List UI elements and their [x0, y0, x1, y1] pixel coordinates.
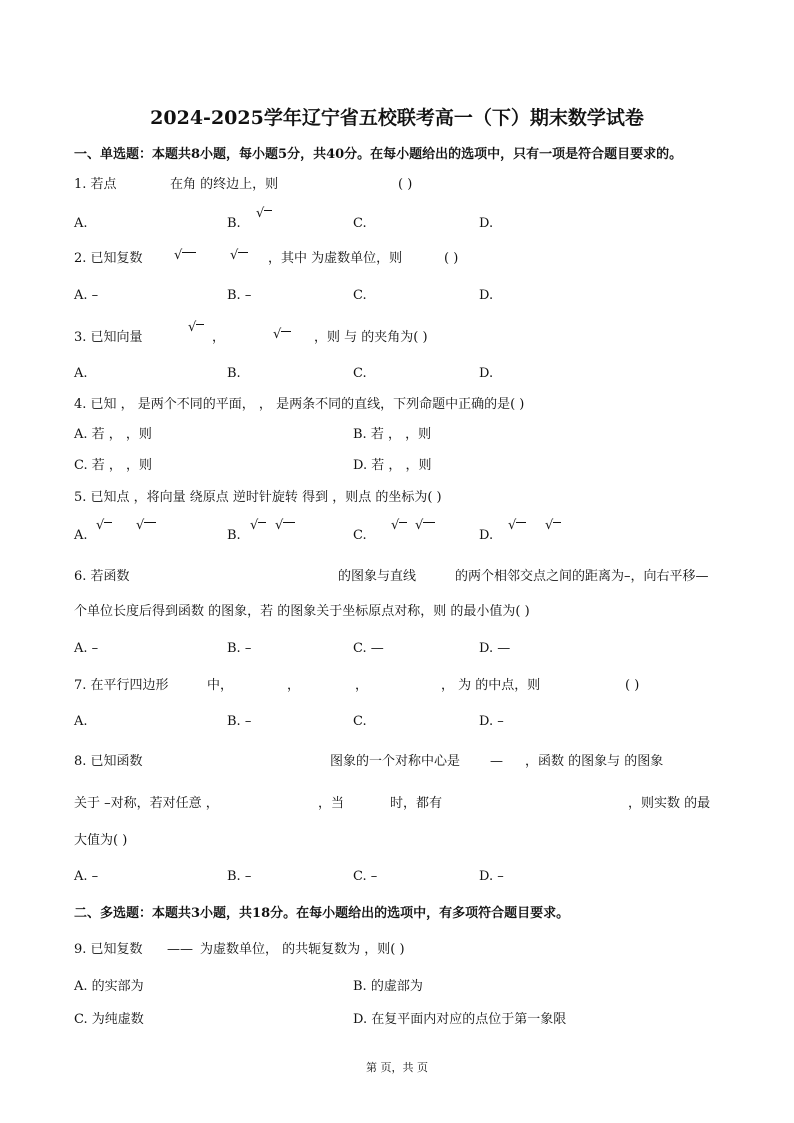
question-3-option-a[interactable]: A.: [74, 366, 88, 381]
question-7-stem-b: 中，: [207, 678, 234, 693]
question-4-option-b[interactable]: B. 若 ， ，则: [353, 427, 432, 442]
question-7-stem-c: ，: [287, 678, 301, 693]
question-5-option-b[interactable]: B.: [227, 528, 241, 543]
question-8-line-2-mid: ，当: [318, 796, 345, 811]
question-7-stem-d: ，: [355, 678, 369, 693]
question-5-option-d[interactable]: D.: [479, 528, 494, 543]
sqrt-fraction-glyph: [545, 520, 561, 536]
question-9-option-c[interactable]: C. 为纯虚数: [74, 1012, 144, 1027]
sqrt-fraction-glyph: [96, 520, 112, 536]
question-6-option-a[interactable]: A. –: [74, 641, 99, 656]
question-3-option-c[interactable]: C.: [353, 366, 367, 381]
sqrt-fraction-glyph: [391, 520, 407, 536]
question-4-stem: 4. 已知 ， 是两个不同的平面， ， 是两条不同的直线，下列命题中正确的是( ): [74, 397, 525, 412]
question-5-stem: 5. 已知点 ，将向量 绕原点 逆时针旋转 得到 ，则点 的坐标为( ): [74, 490, 442, 505]
sqrt-glyph: [273, 329, 291, 345]
question-7-answer-paren: ( ): [625, 678, 640, 693]
question-1-option-c[interactable]: C.: [353, 216, 367, 231]
question-4-option-c[interactable]: C. 若 ， ，则: [74, 458, 153, 473]
question-8-option-d[interactable]: D. –: [479, 869, 504, 884]
question-7-option-b[interactable]: B. –: [227, 714, 252, 729]
question-1-option-b[interactable]: B.: [227, 216, 241, 231]
question-8-line-1-frac: —: [490, 754, 503, 769]
question-6-line-1-start: 6. 若函数: [74, 569, 130, 584]
page-title: 2024-2025学年辽宁省五校联考高一（下）期末数学试卷: [150, 107, 644, 129]
question-9-stem-end: 为虚数单位， 的共轭复数为 ，则( ): [200, 942, 405, 957]
question-3-option-b[interactable]: B.: [227, 366, 241, 381]
sqrt-fraction-glyph: [136, 520, 156, 536]
question-4-option-a[interactable]: A. 若 ， ，则: [74, 427, 152, 442]
question-5-option-a[interactable]: A.: [74, 528, 88, 543]
question-3-stem-end: ，则 与 的夹角为( ): [314, 330, 428, 345]
question-5-option-c[interactable]: C.: [353, 528, 367, 543]
question-1-stem-start: 1. 若点: [74, 177, 117, 192]
sqrt-fraction-glyph: [188, 322, 204, 338]
question-8-line-1-start: 8. 已知函数: [74, 754, 143, 769]
question-6-option-b[interactable]: B. –: [227, 641, 252, 656]
question-8-option-b[interactable]: B. –: [227, 869, 252, 884]
question-2-option-c[interactable]: C.: [353, 288, 367, 303]
question-3-stem-start: 3. 已知向量: [74, 330, 143, 345]
question-2-option-b[interactable]: B. –: [227, 288, 252, 303]
sqrt-fraction-glyph: [256, 208, 272, 224]
question-2-stem-start: 2. 已知复数: [74, 251, 143, 266]
question-6-line-2: 个单位长度后得到函数 的图象，若 的图象关于坐标原点对称，则 的最小值为( ): [74, 604, 530, 619]
sqrt-glyph: [174, 250, 196, 266]
question-7-stem-e: ， 为 的中点，则: [441, 678, 541, 693]
question-3-option-d[interactable]: D.: [479, 366, 494, 381]
question-7-stem-start: 7. 在平行四边形: [74, 678, 169, 693]
question-8-line-2-end: ，则实数 的最: [628, 796, 711, 811]
section-heading-multiple-choice: 二、多选题：本题共3小题，共18分。在每小题给出的选项中，有多项符合题目要求。: [74, 906, 570, 921]
question-9-option-b[interactable]: B. 的虚部为: [353, 979, 423, 994]
question-1-option-a[interactable]: A.: [74, 216, 88, 231]
question-9-option-d[interactable]: D. 在复平面内对应的点位于第一象限: [353, 1012, 567, 1027]
question-4-option-d[interactable]: D. 若 ， ，则: [353, 458, 432, 473]
question-8-line-1-end: ，函数 的图象与 的图象: [525, 754, 664, 769]
sqrt-fraction-glyph: [508, 520, 526, 536]
question-1-option-d[interactable]: D.: [479, 216, 494, 231]
question-6-line-1-end: 的两个相邻交点之间的距离为–，向右平移—: [455, 569, 709, 584]
question-3-stem-mid: ，: [212, 330, 226, 345]
question-8-line-2-when: 时，都有: [390, 796, 443, 811]
question-7-option-c[interactable]: C.: [353, 714, 367, 729]
question-2-option-a[interactable]: A. –: [74, 288, 99, 303]
question-6-line-1-mid: 的图象与直线: [338, 569, 417, 584]
sqrt-fraction-glyph: [250, 520, 266, 536]
question-8-line-1-mid: 图象的一个对称中心是: [330, 754, 461, 769]
question-8-line-3: 大值为( ): [74, 833, 128, 848]
question-1-stem-end: 在角 的终边上，则: [170, 177, 279, 192]
question-2-stem-end: ，其中 为虚数单位，则: [268, 251, 403, 266]
section-heading-single-choice: 一、单选题：本题共8小题，每小题5分，共40分。在每小题给出的选项中，只有一项是符合题目要求的。: [74, 147, 683, 162]
question-9-stem-start: 9. 已知复数: [74, 942, 143, 957]
question-8-line-2-start: 关于 –对称，若对任意 ，: [74, 796, 219, 811]
question-2-answer-paren: ( ): [444, 251, 459, 266]
sqrt-glyph: [230, 250, 248, 266]
page-footer: 第 页，共 页: [366, 1061, 428, 1074]
sqrt-fraction-glyph: [415, 520, 435, 536]
question-8-option-a[interactable]: A. –: [74, 869, 99, 884]
question-2-option-d[interactable]: D.: [479, 288, 494, 303]
question-1-answer-paren: ( ): [398, 177, 413, 192]
question-7-option-d[interactable]: D. –: [479, 714, 504, 729]
question-9-option-a[interactable]: A. 的实部为: [74, 979, 144, 994]
sqrt-fraction-glyph: [275, 520, 295, 536]
question-8-option-c[interactable]: C. –: [353, 869, 378, 884]
question-6-option-d[interactable]: D. —: [479, 641, 511, 656]
question-7-option-a[interactable]: A.: [74, 714, 88, 729]
question-6-option-c[interactable]: C. —: [353, 641, 384, 656]
question-9-fraction: ——: [167, 942, 193, 957]
